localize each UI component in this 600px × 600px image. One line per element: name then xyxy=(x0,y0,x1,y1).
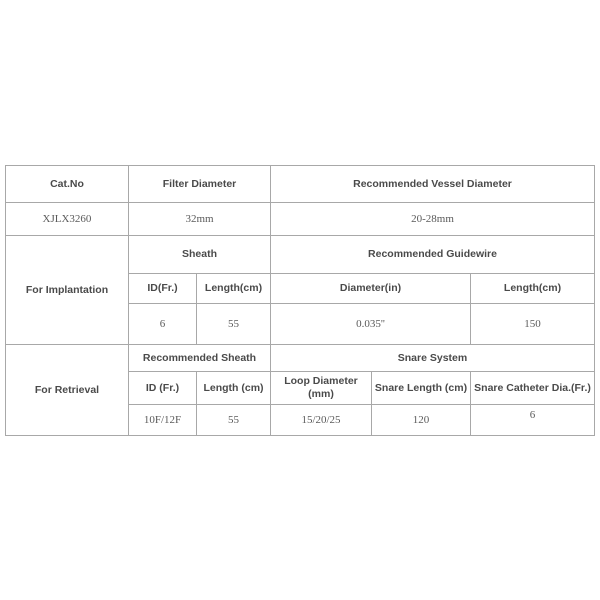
implantation-id-header: ID(Fr.) xyxy=(129,274,197,304)
recommended-sheath-header: Recommended Sheath xyxy=(129,345,271,372)
cat-no-value: XJLX3260 xyxy=(6,203,129,236)
retrieval-id-header: ID (Fr.) xyxy=(129,372,197,405)
implantation-length-value: 55 xyxy=(197,304,271,345)
implantation-group-header-row xyxy=(6,236,595,274)
recommended-vessel-diameter-header: Recommended Vessel Diameter xyxy=(271,166,595,203)
guidewire-length-value: 150 xyxy=(471,304,595,345)
recommended-guidewire-header: Recommended Guidewire xyxy=(271,236,595,274)
filter-diameter-value: 32mm xyxy=(129,203,271,236)
snare-length-header: Snare Length (cm) xyxy=(372,372,471,405)
snare-length-value: 120 xyxy=(372,405,471,436)
guidewire-diameter-header: Diameter(in) xyxy=(271,274,471,304)
implantation-id-value: 6 xyxy=(129,304,197,345)
product-row xyxy=(6,203,595,236)
snare-system-header: Snare System xyxy=(271,345,595,372)
retrieval-group-header-row xyxy=(6,345,595,372)
snare-catheter-dia-value: 6 xyxy=(471,405,595,436)
retrieval-length-header: Length (cm) xyxy=(197,372,271,405)
specification-table xyxy=(5,165,595,436)
header-row xyxy=(6,166,595,203)
retrieval-id-value: 10F/12F xyxy=(129,405,197,436)
guidewire-length-header: Length(cm) xyxy=(471,274,595,304)
for-retrieval-label: For Retrieval xyxy=(6,345,129,436)
loop-diameter-header: Loop Diameter (mm) xyxy=(271,372,372,405)
sheath-header: Sheath xyxy=(129,236,271,274)
filter-diameter-header: Filter Diameter xyxy=(129,166,271,203)
guidewire-diameter-value: 0.035'' xyxy=(271,304,471,345)
for-implantation-label: For Implantation xyxy=(6,236,129,345)
retrieval-length-value: 55 xyxy=(197,405,271,436)
implantation-length-header: Length(cm) xyxy=(197,274,271,304)
loop-diameter-value: 15/20/25 xyxy=(271,405,372,436)
snare-catheter-dia-header: Snare Catheter Dia.(Fr.) xyxy=(471,372,595,405)
vessel-diameter-value: 20-28mm xyxy=(271,203,595,236)
cat-no-header: Cat.No xyxy=(6,166,129,203)
